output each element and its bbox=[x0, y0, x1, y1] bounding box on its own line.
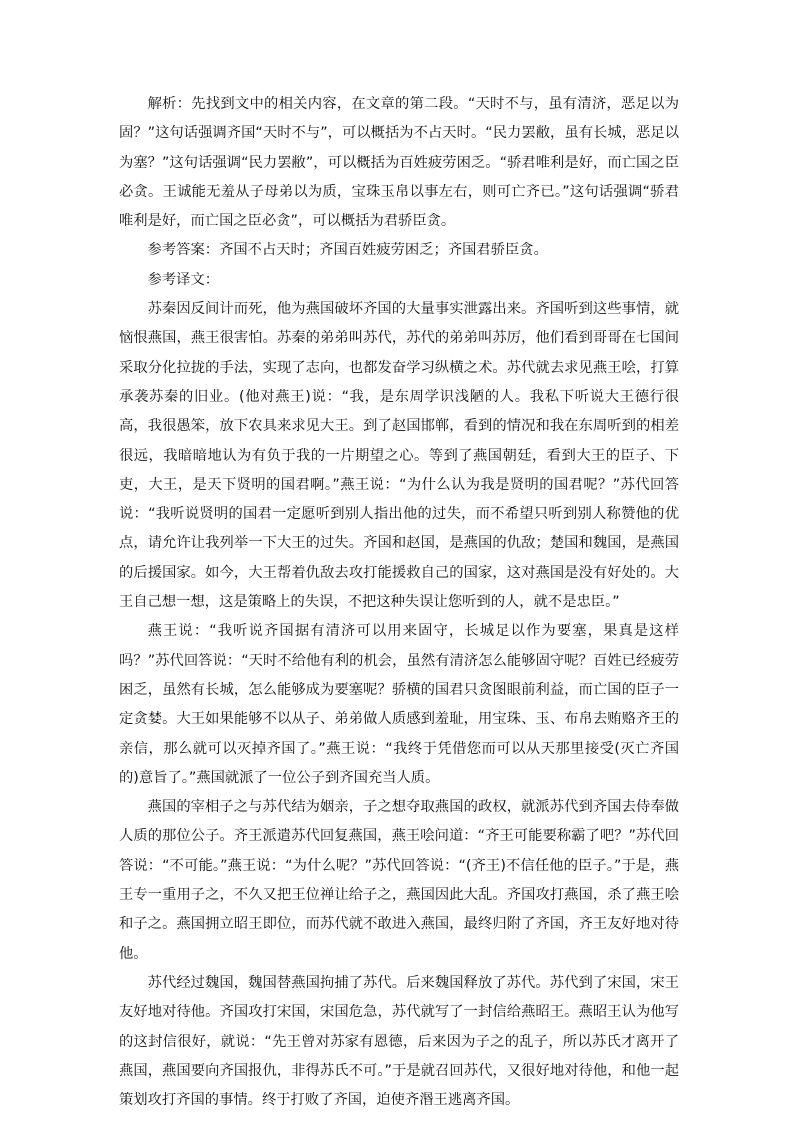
translation-paragraph-3: 燕国的宰相子之与苏代结为姻亲，子之想夺取燕国的政权，就派苏代到齐国去侍奉做人质的那位公子。齐王派遣苏代回复燕国，燕王哙问道：“齐王可能要称霸了吧？”苏代回答说：“不可能。”燕王说：“为什么呢？”苏代回答说：“(齐王)不信任他的臣子。”于是，燕王专一重用子之，不久又把王位禅让给子之，燕国因此大乱。齐国攻打燕国，杀了燕王哙和子之。燕国拥立昭王即位，而苏代就不敢进入燕国，最终归附了齐国，齐王友好地对待他。 bbox=[119, 799, 679, 962]
document-page bbox=[119, 90, 679, 1115]
translation-heading: 参考译文： bbox=[147, 271, 220, 288]
analysis-paragraph: 解析：先找到文中的相关内容，在文章的第二段。“天时不与，虽有清济，恶足以为固？”这句话强调齐国“天时不与”，可以概括为不占天时。“民力罢敝，虽有长城，恶足以为塞？”这句话强调“民力罢敝”，可以概括为百姓疲劳困乏。“骄君唯利是好，而亡国之臣必贪。王诚能无羞从子母弟以为质，宝珠玉帛以事左右，则可亡齐已。”这句话强调“骄君唯利是好，而亡国之臣必贪”，可以概括为君骄臣贪。 bbox=[119, 96, 679, 230]
translation-paragraph-4: 苏代经过魏国，魏国替燕国拘捕了苏代。后来魏国释放了苏代。苏代到了宋国，宋王友好地对待他。齐国攻打宋国，宋国危急，苏代就写了一封信给燕昭王。燕昭王认为他写的这封信很好，就说：“先王曾对苏家有恩德，后来因为子之的乱子，所以苏氏才离开了燕国，燕国要向齐国报仇，非得苏氏不可。”于是就召回苏代，又很好地对待他，和他一起策划攻打齐国的事情。终于打败了齐国，迫使齐湣王逃离齐国。 bbox=[119, 974, 679, 1109]
reference-answer-paragraph: 参考答案：齐国不占天时；齐国百姓疲劳困乏；齐国君骄臣贪。 bbox=[147, 242, 548, 259]
translation-paragraph-1: 苏秦因反间计而死，他为燕国破坏齐国的大量事实泄露出来。齐国听到这些事情，就恼恨燕国，燕王很害怕。苏秦的弟弟叫苏代，苏代的弟弟叫苏厉，他们看到哥哥在七国间采取分化拉拢的手法，实现了志向，也都发奋学习纵横之术。苏代就去求见燕王哙，打算承袭苏秦的旧业。(他对燕王)说：“我，是东周学识浅陋的人。我私下听说大王德行很高，我很愚笨，放下农具来求见大王。到了赵国邯郸，看到的情况和我在东周听到的相差很远，我暗暗地认为有负于我的一片期望之心。等到了燕国朝廷，看到大王的臣子、下吏，大王，是天下贤明的国君啊。”燕王说：“为什么认为我是贤明的国君呢？”苏代回答说：“我听说贤明的国君一定愿听到别人指出他的过失，而不希望只听到别人称赞他的优点，请允许让我列举一下大王的过失。齐国和赵国，是燕国的仇敌；楚国和魏国，是燕国的后援国家。如今，大王帮着仇敌去攻打能援救自己的国家，这对燕国是没有好处的。大王自己想一想，这是策略上的失误，不把这种失误让您听到的人，就不是忠臣。” bbox=[119, 301, 679, 611]
translation-paragraph-2: 燕王说：“我听说齐国据有清济可以用来固守，长城足以作为要塞，果真是这样吗？”苏代回答说：“天时不给他有利的机会，虽然有清济怎么能够固守呢？百姓已经疲劳困乏，虽然有长城，怎么能够成为要塞呢？骄横的国君只贪图眼前利益，而亡国的臣子一定贪婪。大王如果能够不以从子、弟弟做人质感到羞耻，用宝珠、玉、布帛去贿赂齐王的亲信，那么就可以灭掉齐国了。”燕王说：“我终于凭借您而可以从天那里接受(灭亡齐国的)意旨了。”燕国就派了一位公子到齐国充当人质。 bbox=[119, 623, 679, 786]
